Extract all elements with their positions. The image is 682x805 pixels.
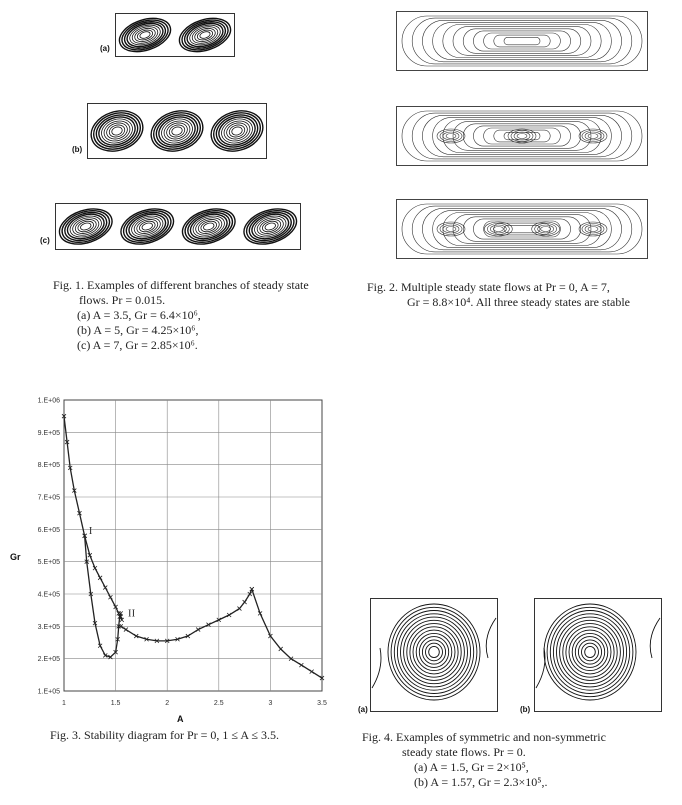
fig1-panel-label-c: (c)	[40, 236, 50, 245]
y-tick-label: 5.E+05	[37, 559, 60, 567]
fig4-caption-line1: Fig. 4. Examples of symmetric and non-symmetric	[362, 730, 606, 744]
y-tick-label: 8.E+05	[37, 462, 60, 470]
x-tick-label: 2	[165, 700, 170, 707]
y-tick-label: 4.E+05	[37, 591, 60, 599]
data-point	[237, 607, 241, 611]
series-line	[252, 589, 322, 678]
y-tick-label: 2.E+05	[37, 656, 60, 664]
chart-x-axis-label: A	[177, 714, 184, 724]
data-point	[299, 663, 303, 667]
y-tick-label: 1.E+06	[37, 397, 60, 405]
fig1-caption-line1: Fig. 1. Examples of different branches of steady state	[53, 278, 309, 292]
fig2-caption-line1: Fig. 2. Multiple steady state flows at Pr = 0, A = 7,	[367, 280, 610, 294]
data-point	[243, 600, 247, 604]
x-tick-label: 3	[268, 700, 273, 707]
chart-annotation: I	[88, 524, 93, 537]
y-tick-label: 3.E+05	[37, 623, 60, 631]
fig3-caption: Fig. 3. Stability diagram for Pr = 0, 1 ≤ A ≤ 3.5.	[50, 728, 279, 742]
fig4-caption	[362, 730, 677, 790]
fig3-chart	[0, 390, 345, 725]
x-tick-label: 2.5	[213, 700, 224, 707]
y-tick-label: 7.E+05	[37, 494, 60, 502]
fig1-panel-c	[55, 203, 301, 250]
fig1-caption-line2: flows. Pr = 0.015.	[79, 293, 166, 307]
plot-frame	[64, 400, 322, 691]
fig1-caption-item-c: (c) A = 7, Gr = 2.85×10⁶.	[77, 338, 198, 352]
data-point	[310, 670, 314, 674]
fig1-panel-a	[115, 13, 235, 57]
y-tick-label: 9.E+05	[37, 429, 60, 437]
fig2-panel-bottom	[396, 199, 648, 259]
x-tick-label: 3.5	[317, 700, 327, 707]
fig4-caption-item-a: (a) A = 1.5, Gr = 2×10⁵,	[414, 760, 529, 774]
y-tick-label: 6.E+05	[37, 526, 60, 534]
fig1-panel-label-a: (a)	[100, 44, 110, 53]
data-point	[124, 628, 128, 632]
x-tick-label: 1	[62, 700, 66, 707]
data-point	[98, 576, 102, 580]
fig1-panel-label-b: (b)	[72, 145, 83, 154]
fig4-panel-label-a: (a)	[358, 705, 368, 714]
series-line	[121, 589, 252, 641]
fig2-caption	[367, 280, 682, 310]
fig4-panel-b	[534, 598, 662, 712]
fig2-caption-line2: Gr = 8.8×10⁴. All three steady states are stable	[407, 295, 630, 309]
fig1-panel-b	[87, 103, 267, 159]
fig1-caption	[53, 278, 353, 353]
fig2-panel-middle	[396, 106, 648, 166]
chart-annotation: II	[127, 607, 136, 620]
fig4-caption-item-b: (b) A = 1.57, Gr = 2.3×10⁵,.	[414, 775, 548, 789]
fig2-panel-top	[396, 11, 648, 71]
series-line	[64, 416, 122, 620]
data-point	[279, 647, 283, 651]
y-tick-label: 1.E+05	[37, 688, 60, 696]
fig1-caption-item-a: (a) A = 3.5, Gr = 6.4×10⁶,	[77, 308, 201, 322]
fig1-caption-item-b: (b) A = 5, Gr = 4.25×10⁶,	[77, 323, 199, 337]
fig4-panel-label-b: (b)	[520, 705, 531, 714]
fig4-caption-line2: steady state flows. Pr = 0.	[402, 745, 526, 759]
fig4-panel-a	[370, 598, 498, 712]
chart-y-axis-label: Gr	[10, 552, 21, 562]
x-tick-label: 1.5	[110, 700, 121, 707]
